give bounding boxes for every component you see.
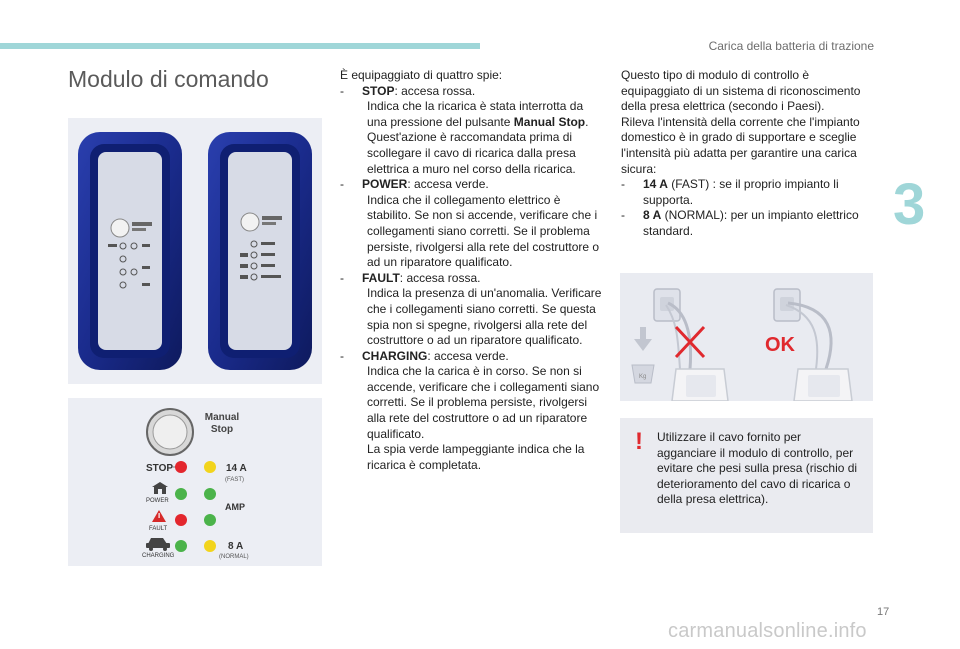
item-stop: - STOP: accesa rossa. Indica che la ricarica è stata interrotta da una pressione del pulsante Manual Stop. Quest'azione è raccomandata prima di scollegare il cavo di ricarica dalla presa elettrica a muro nel corso della ricarica.	[340, 83, 589, 176]
correct-example	[765, 289, 852, 401]
normal-led	[204, 540, 216, 552]
normal-value: 8 A	[228, 541, 244, 552]
intro-text: È equipaggiato di quattro spie:	[340, 68, 503, 82]
normal-label: (NORMAL)	[219, 554, 249, 560]
chapter-number: 3	[893, 172, 926, 237]
option-normal: - 8 A (NORMAL): per un impianto elettrico standard.	[621, 208, 859, 238]
item-fault: - FAULT: accesa rossa. Indica la presenza di un'anomalia. Verificare che i collegamenti siano corretti. Se questa spia non si spegne, rivolgersi alla rete del costruttore o ad un riparatore qualificato.	[340, 270, 602, 348]
warning-icon: !	[635, 428, 643, 455]
option-fast: - 14 A (FAST) : se il proprio impianto li supporta.	[621, 177, 839, 207]
item-charging: - CHARGING: accesa verde. Indica che la carica è in corso. Se non si accende, verificare che i collegamenti siano corretti. Se il problema persiste, rivolgersi alla rete del costruttore o ad un riparatore qualificato. La spia verde lampeggiante indica che la ricarica è completata.	[340, 348, 600, 472]
socket-recognition-text	[621, 68, 873, 240]
charging-label: CHARGING	[142, 553, 175, 559]
warning-box	[620, 418, 873, 533]
control-module-photo	[68, 118, 322, 384]
charging-car-icon	[146, 538, 170, 551]
fast-led	[204, 461, 216, 473]
fault-icon	[152, 510, 166, 522]
stop-label: STOP	[146, 463, 174, 474]
power-icon	[152, 482, 168, 494]
warning-text: Utilizzare il cavo fornito per agganciare il modulo di controllo, per evitare che pesi sulla presa (rischio di deterioramento del cavo di ricarica o della presa elettrica).	[657, 430, 858, 507]
page-title: Modulo di comando	[68, 66, 269, 92]
manual-stop-label-1: Manual	[204, 412, 240, 423]
item-power: - POWER: accesa verde. Indica che il collegamento elettrico è stabilito. Se non si accende, verificare che i collegamenti siano corretti. Se il problema persiste, rivolgersi alla rete del costruttore o ad un riparatore qualificato.	[340, 177, 600, 270]
ok-label: OK	[765, 334, 795, 356]
cable-hanging-illustration	[620, 273, 873, 401]
wrong-example	[632, 289, 728, 401]
fast-label: (FAST)	[225, 477, 244, 483]
module-right	[208, 132, 312, 370]
fast-value: 14 A	[226, 463, 247, 474]
manual-stop-label-2: Stop	[210, 424, 234, 435]
watermark: carmanualsonline.info	[668, 620, 867, 642]
paragraph-2: Rileva l'intensità della corrente che l'impianto domestico è in grado di supportare e sceglie l'intensità più adatta per garantire una carica sicura:	[621, 114, 860, 176]
module-left	[78, 132, 182, 370]
charging-led	[175, 540, 187, 552]
header-accent-bar	[0, 43, 480, 49]
amp-label: AMP	[225, 502, 245, 512]
fault-led	[175, 514, 187, 526]
kg-label: Kg	[639, 374, 647, 380]
amp-led-1	[204, 488, 216, 500]
power-led	[175, 488, 187, 500]
fault-label: FAULT	[149, 526, 168, 532]
control-panel-diagram	[68, 398, 322, 566]
stop-led	[175, 461, 187, 473]
section-title: Carica della batteria di trazione	[708, 39, 874, 53]
indicator-description	[340, 68, 605, 473]
power-label: POWER	[146, 498, 169, 504]
paragraph-1: Questo tipo di modulo di controllo è equipaggiato di un sistema di riconoscimento della presa elettrica (secondo i Paesi).	[621, 68, 861, 114]
amp-led-2	[204, 514, 216, 526]
page-number: 17	[877, 606, 890, 618]
